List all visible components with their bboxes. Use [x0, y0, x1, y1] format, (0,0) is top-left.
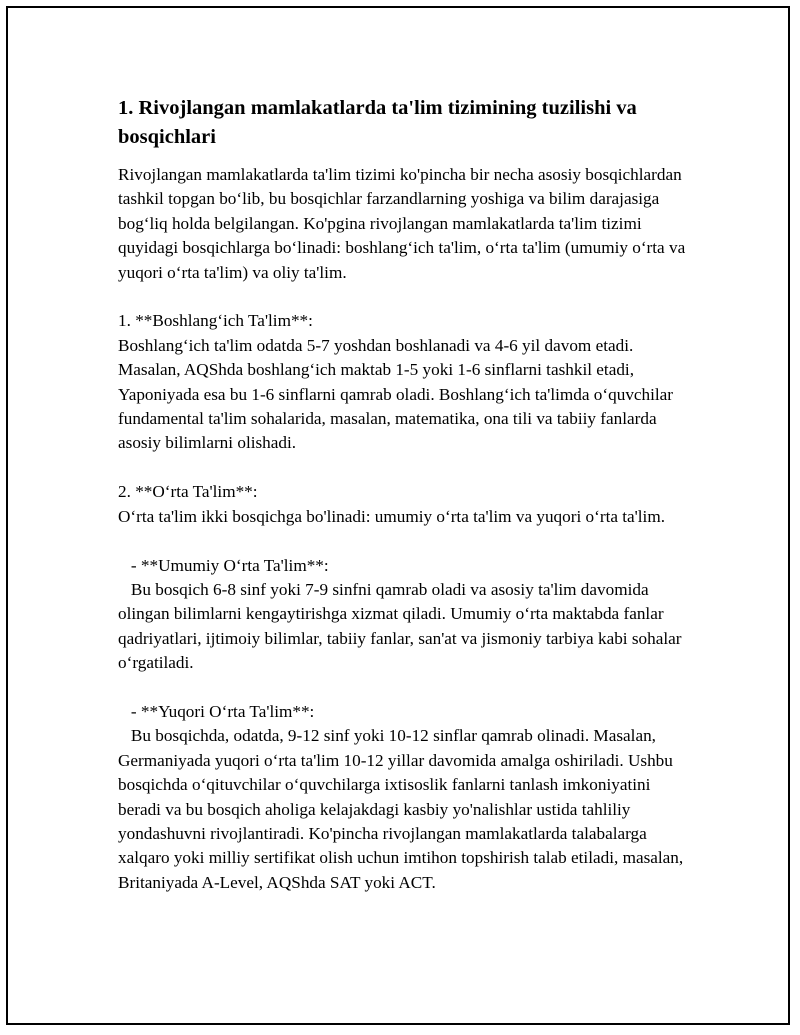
- document-content: [118, 94, 688, 895]
- body-text: Rivojlangan mamlakatlarda ta'lim tizimi ko'pincha bir necha asosiy bosqichlardan tashkil topgan bo‘lib, bu bosqichlar farzandlarning yoshiga va bilim darajasiga bog‘liq holda belgilangan. Ko'pgina rivojlangan mamlakatlarda ta'lim tizimi quyidagi bosqichlarga bo‘linadi: boshlang‘ich ta'lim, o‘rta ta'lim (umumiy o‘rta va yuqori o‘rta ta'lim) va oliy ta'lim. 1. **Boshlang‘ich Ta'lim**: Boshlang‘ich ta'lim odatda 5-7 yoshdan boshlanadi va 4-6 yil davom etadi. Masalan, AQShda boshlang‘ich maktab 1-5 yoki 1-6 sinflarni tashkil etadi, Yaponiyada esa bu 1-6 sinflarni qamrab oladi. Boshlang‘ich ta'limda o‘quvchilar fundamental ta'lim sohalarida, masalan, matematika, ona tili va tabiiy fanlarda asosiy bilimlarni olishadi. 2. **O‘rta Ta'lim**: O‘rta ta'lim ikki bosqichga bo'linadi: umumiy o‘rta ta'lim va yuqori o‘rta ta'lim. - **Umumiy O‘rta Ta'lim**: Bu bosqich 6-8 sinf yoki 7-9 sinfni qamrab oladi va asosiy ta'lim davomida olingan bilimlarni kengaytirishga xizmat qiladi. Umumiy o‘rta maktabda fanlar qadriyatlari, ijtimoiy bilimlar, tabiiy fanlar, san'at va jismoniy tarbiya kabi sohalar o‘rgatiladi. - **Yuqori O‘rta Ta'lim**: Bu bosqichda, odatda, 9-12 sinf yoki 10-12 sinflar qamrab olinadi. Masalan, Germaniyada yuqori o‘rta ta'lim 10-12 yillar davomida amalga oshiriladi. Ushbu bosqichda o‘qituvchilar o‘quvchilarga ixtisoslik fanlarni tanlash imkoniyatini beradi va bu bosqich aholiga kelajakdagi kasbiy yo'nalishlar ustida tahliliy yondashuvni rivojlantiradi. Ko'pincha rivojlangan mamlakatlarda talabalarga xalqaro yoki milliy sertifikat olish uchun imtihon topshirish talab etiladi, masalan, Britaniyada A-Level, AQShda SAT yoki ACT.: [118, 165, 686, 892]
- section-heading: 1. Rivojlangan mamlakatlarda ta'lim tizimining tuzilishi va bosqichlari: [118, 97, 637, 148]
